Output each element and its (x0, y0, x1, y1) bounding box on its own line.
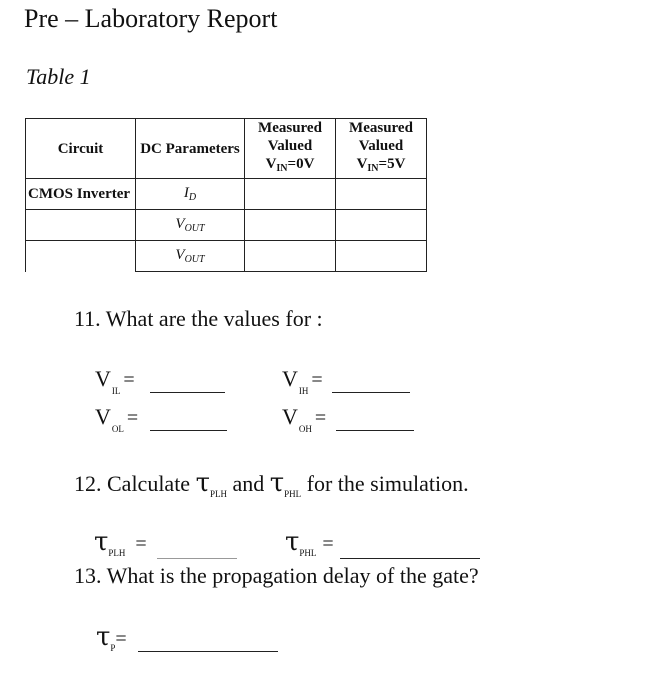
table-row (26, 210, 427, 241)
tplh-answer-line (157, 558, 237, 559)
table-header-row (26, 119, 427, 179)
tp-label: $\tau_P=$ (96, 622, 127, 653)
row-circuit: CMOS Inverter (26, 179, 136, 210)
header-measured-vin-0: Measured Valued $V_{IN}=0V$ (245, 119, 336, 179)
cell-vin-5 (336, 210, 427, 241)
table-caption: Table 1 (26, 64, 91, 89)
vol-label: $V_{OL}$ = (95, 404, 139, 434)
vih-answer-line (332, 392, 410, 393)
header-measured-vin-5: Measured Valued $V_{IN}=5V$ (336, 119, 427, 179)
row-circuit (26, 241, 136, 272)
header-circuit: Circuit (26, 119, 136, 179)
question-11: 11. What are the values for : (74, 306, 323, 331)
row-param: $V_{OUT}$ (136, 241, 245, 272)
cell-vin-0 (245, 241, 336, 272)
cell-vin-5 (336, 241, 427, 272)
dc-parameters-table (25, 118, 427, 272)
header-dc-parameters: DC Parameters (136, 119, 245, 179)
voh-label: $V_{OH}$ = (282, 404, 327, 434)
voh-answer-line (336, 430, 414, 431)
tphl-answer-line (340, 558, 480, 559)
page-title: Pre – Laboratory Report (24, 4, 278, 33)
row-param: $V_{OUT}$ (136, 210, 245, 241)
question-13: 13. What is the propagation delay of the gate? (74, 563, 479, 588)
vil-answer-line (150, 392, 225, 393)
tphl-label: $\tau_{PHL}$ = (285, 527, 334, 558)
row-param: $I_D$ (136, 179, 245, 210)
tp-answer-line (138, 651, 278, 652)
vil-label: $V_{IL}$ = (95, 366, 135, 396)
table-row (26, 179, 427, 210)
cell-vin-0 (245, 210, 336, 241)
vih-label: $V_{IH}$ = (282, 366, 323, 396)
tplh-label: $\tau_{PLH}$ = (94, 527, 147, 558)
question-12: 12. Calculate $\tau_{PLH}$ and $\tau_{PHL}$ for the simulation. (74, 468, 469, 499)
cell-vin-5 (336, 179, 427, 210)
row-circuit (26, 210, 136, 241)
table-row (26, 241, 427, 272)
vol-answer-line (150, 430, 227, 431)
cell-vin-0 (245, 179, 336, 210)
